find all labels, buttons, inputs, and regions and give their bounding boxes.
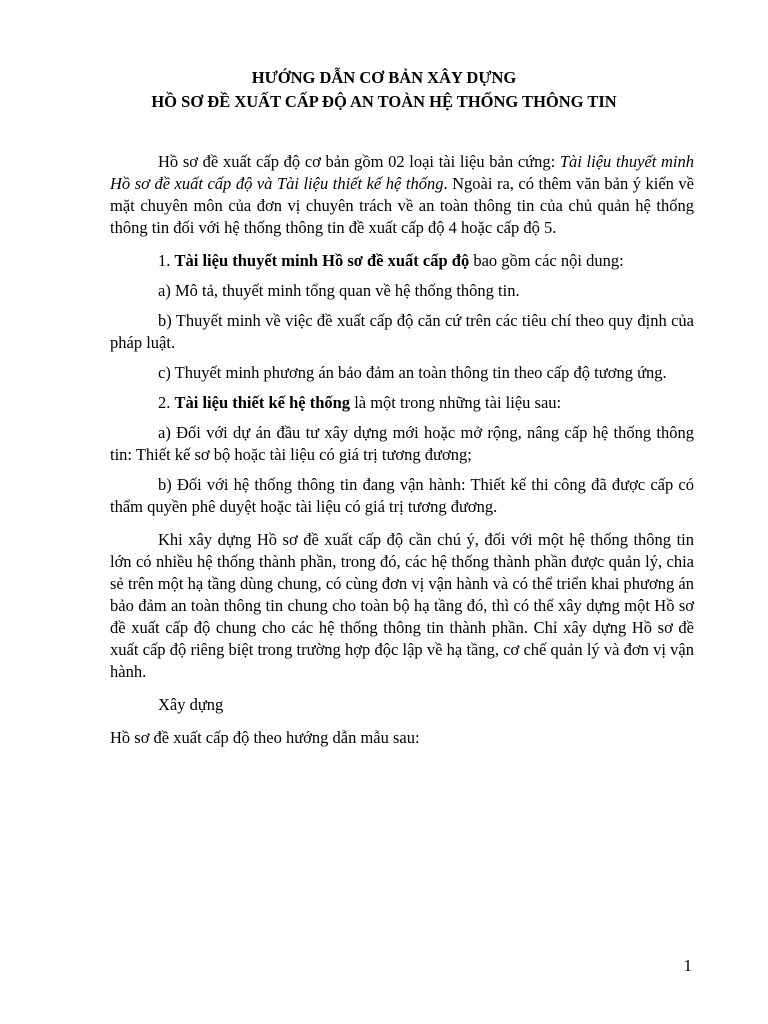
document-body bbox=[110, 151, 694, 757]
document-title-line1: HƯỚNG DẪN CƠ BẢN XÂY DỰNG bbox=[251, 68, 517, 87]
intro-paragraph bbox=[110, 151, 694, 239]
note-paragraph: Khi xây dựng Hồ sơ đề xuất cấp độ cần chú ý, đối với một hệ thống thông tin lớn có nhiều hệ thống thành phần, trong đó, các hệ thống thành phần được quản lý, chia sẻ trên một hạ tầng dùng chung, có cùng đơn vị vận hành và có thể triển khai phương án bảo đảm an toàn thông tin chung cho toàn bộ hạ tầng đó, thì có thể xây dựng một Hồ sơ đề xuất cấp độ chung cho các hệ thống thông tin thành phần. Chỉ xây dựng Hồ sơ đề xuất cấp độ riêng biệt trong trường hợp độc lập về hạ tầng, cơ chế quản lý và đơn vị vận hành. bbox=[110, 530, 694, 681]
section2-heading bbox=[110, 392, 694, 414]
section1-heading bbox=[110, 250, 694, 272]
section2-bold-title: Tài liệu thiết kế hệ thống bbox=[174, 393, 351, 412]
section1-number: 1. bbox=[158, 251, 175, 270]
section2-item-b: b) Đối với hệ thống thông tin đang vận hành: Thiết kế thi công đã được cấp có thẩm quyền phê duyệt hoặc tài liệu có giá trị tương đương. bbox=[110, 475, 694, 516]
intro-text-end: . Ngoài ra, có thêm văn bản ý kiến về mặt chuyên môn của đơn vị chuyên trách về an toàn thông tin của chủ quản hệ thống thông tin đối với hệ thống thông tin đề xuất cấp độ 4 hoặc cấp độ 5. bbox=[110, 174, 695, 237]
section1-bold-title: Tài liệu thuyết minh Hồ sơ đề xuất cấp độ bbox=[174, 251, 470, 270]
section1-item-b: b) Thuyết minh về việc đề xuất cấp độ căn cứ trên các tiêu chí theo quy định của pháp luật. bbox=[110, 311, 694, 352]
section1-heading-rest: bao gồm các nội dung: bbox=[469, 251, 624, 270]
section1-item-c: c) Thuyết minh phương án bảo đảm an toàn thông tin theo cấp độ tương ứng. bbox=[158, 363, 667, 382]
build-label: Xây dựng bbox=[158, 695, 224, 714]
page-number: 1 bbox=[683, 956, 692, 975]
section1-item-a: a) Mô tả, thuyết minh tổng quan về hệ thống thông tin. bbox=[158, 281, 520, 300]
section2-number: 2. bbox=[158, 393, 175, 412]
section2-heading-rest: là một trong những tài liệu sau: bbox=[350, 393, 562, 412]
closing-line: Hồ sơ đề xuất cấp độ theo hướng dẫn mẫu sau: bbox=[110, 728, 420, 747]
intro-italic-text: Tài liệu thuyết minh Hồ sơ đề xuất cấp độ và Tài liệu thiết kế hệ thống bbox=[110, 152, 694, 193]
intro-text-start: Hồ sơ đề xuất cấp độ cơ bản gồm 02 loại tài liệu bản cứng: bbox=[158, 152, 560, 171]
section2-item-a: a) Đối với dự án đầu tư xây dựng mới hoặc mở rộng, nâng cấp hệ thống thông tin: Thiết kế sơ bộ hoặc tài liệu có giá trị tương đương; bbox=[110, 423, 694, 464]
document-title-line2: HỒ SƠ ĐỀ XUẤT CẤP ĐỘ AN TOÀN HỆ THỐNG THÔNG TIN bbox=[151, 92, 617, 111]
